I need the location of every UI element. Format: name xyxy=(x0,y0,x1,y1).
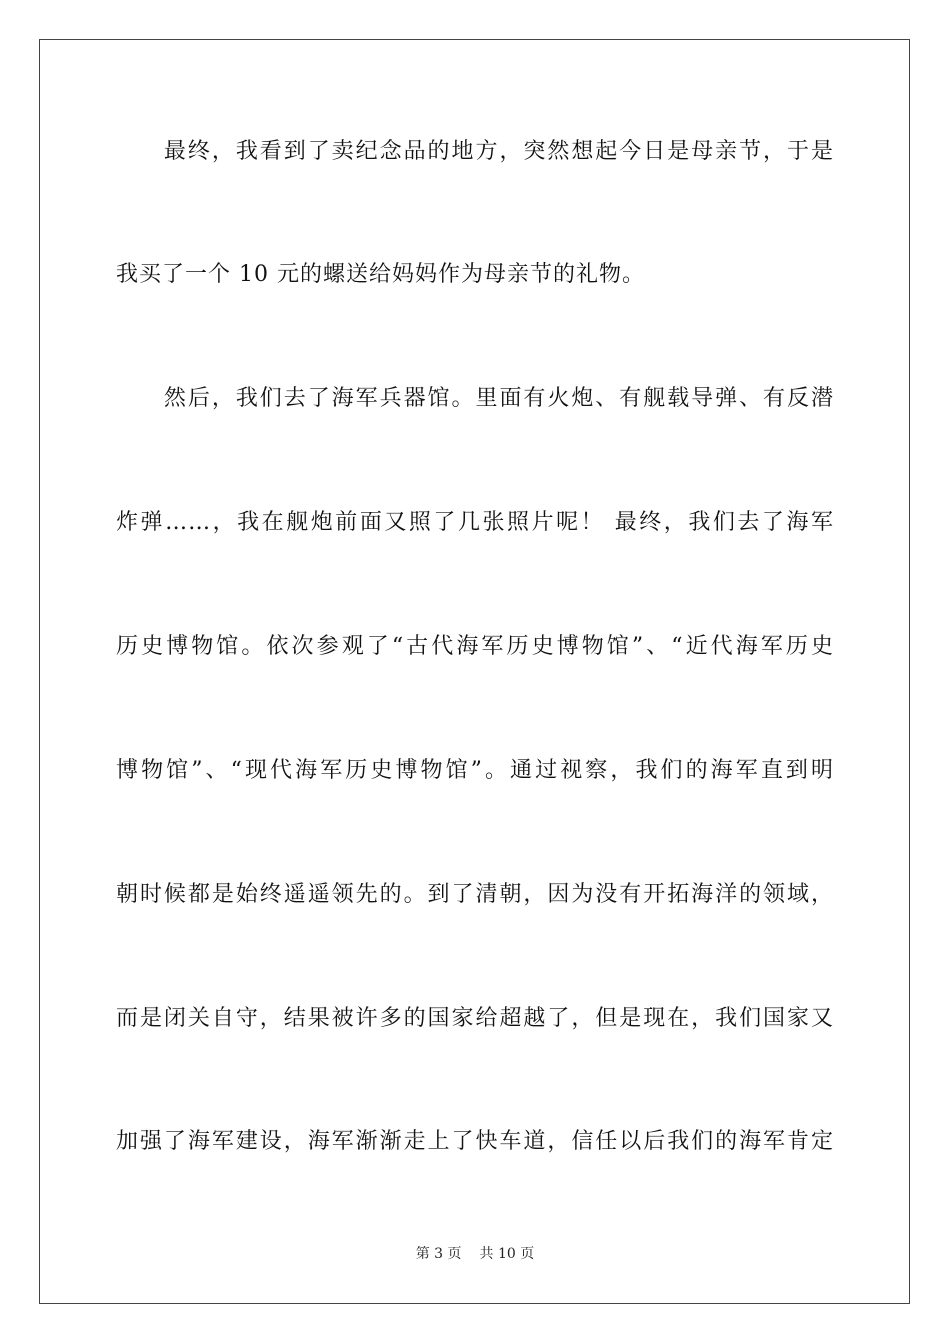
text-line-4: 炸弹……，我在舰炮前面又照了几张照片呢！ 最终，我们去了海军 xyxy=(116,510,834,535)
text-line-7: 朝时候都是始终遥遥领先的。到了清朝，因为没有开拓海洋的领域， xyxy=(116,882,834,907)
page-total: 共 10 页 xyxy=(479,1246,535,1262)
text-line-2: 我买了一个 10 元的螺送给妈妈作为母亲节的礼物。 xyxy=(116,262,645,287)
text-line-3: 然后，我们去了海军兵器馆。里面有火炮、有舰载导弹、有反潜 xyxy=(116,386,834,411)
text-line-6: 博物馆”、“现代海军历史博物馆”。通过视察，我们的海军直到明 xyxy=(116,758,834,783)
text-line-9: 加强了海军建设，海军渐渐走上了快车道，信任以后我们的海军肯定 xyxy=(116,1129,834,1154)
page-number: 第 3 页 xyxy=(415,1246,462,1262)
text-line-8: 而是闭关自守，结果被许多的国家给超越了，但是现在，我们国家又 xyxy=(116,1006,834,1031)
text-line-5: 历史博物馆。依次参观了“古代海军历史博物馆”、“近代海军历史 xyxy=(116,634,834,659)
page-border xyxy=(39,39,910,1304)
page-footer xyxy=(0,1245,950,1263)
text-line-1: 最终，我看到了卖纪念品的地方，突然想起今日是母亲节，于是 xyxy=(116,139,834,164)
